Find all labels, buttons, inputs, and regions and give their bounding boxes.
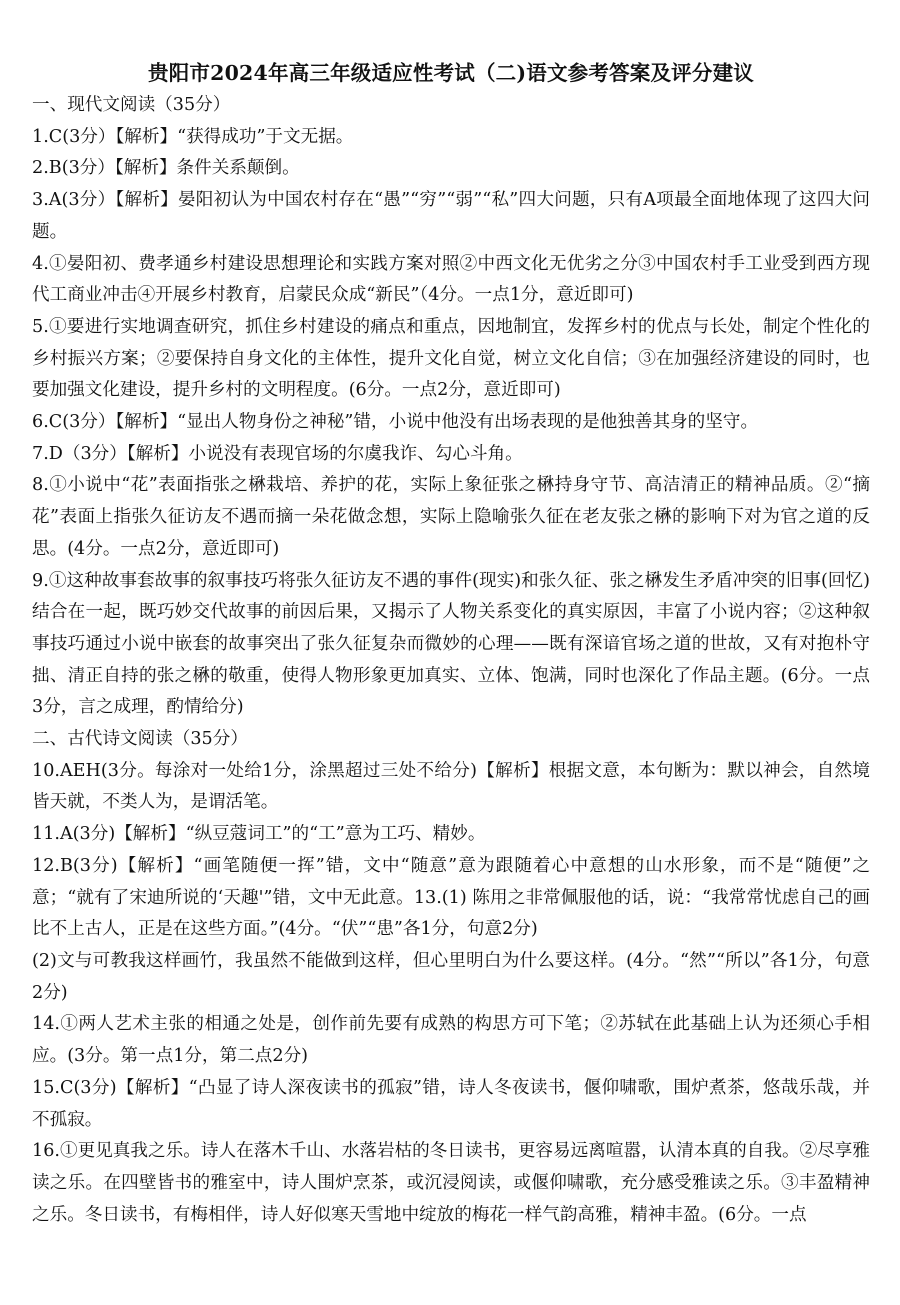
answer-item-9: 9.①这种故事套故事的叙事技巧将张久征访友不遇的事件(现实)和张久征、张之楙发生矛盾冲突的旧事(回忆)结合在一起，既巧妙交代故事的前因后果，又揭示了人物关系变化的真实原因，丰富了小说内容；②这种叙事技巧通过小说中嵌套的故事突出了张久征复杂而微妙的心理——既有深谙官场之道的世故，又有对抱朴守拙、清正自持的张之楙的敬重，使得人物形象更加真实、立体、饱满，同时也深化了作品主题。(6分。一点3分，言之成理，酌情给分): [32, 570, 870, 718]
answer-item-8: 8.①小说中“花”表面指张之楙栽培、养护的花，实际上象征张之楙持身守节、高洁清正的精神品质。②“摘花”表面上指张久征访友不遇而摘一朵花做念想，实际上隐喻张久征在老友张之楙的影响下对为官之道的反思。(4分。一点2分，意近即可): [32, 475, 870, 559]
answer-item-11: 11.A(3分)【解析】“纵豆蔻词工”的“工”意为工巧、精妙。: [32, 824, 486, 845]
answer-item-10: 10.AEH(3分。每涂对一处给1分，涂黑超过三处不给分)【解析】根据文意，本句断为：默以神会，自然境皆天就，不类人为，是谓活笔。: [32, 760, 870, 813]
answer-item-16: 16.①更见真我之乐。诗人在落木千山、水落岩枯的冬日读书，更容易远离喧嚣，认清本真的自我。②尽享雅读之乐。在四壁皆书的雅室中，诗人围炉烹茶，或沉浸阅读，或偃仰啸歌，充分感受雅读之乐。③丰盈精神之乐。冬日读书，有梅相伴，诗人好似寒天雪地中绽放的梅花一样气韵高雅，精神丰盈。(6分。一点: [32, 1141, 870, 1225]
answer-item-14: 14.①两人艺术主张的相通之处是，创作前先要有成熟的构思方可下笔；②苏轼在此基础上认为还须心手相应。(3分。第一点1分，第二点2分): [32, 1014, 870, 1067]
answer-item-12-13: 12.B(3分)【解析】“画笔随便一挥”错，文中“随意”意为跟随着心中意想的山水形象，而不是“随便”之意；“就有了宋迪所说的‘天趣'”错，文中无此意。13.(1) 陈用之非常佩服他的话，说：“我常常忧虑自己的画比不上古人，正是在这些方面。”(4分。“伏”“患”各1分，句意2分): [32, 855, 870, 940]
answer-item-3: 3.A(3分）【解析】晏阳初认为中国农村存在“愚”“穷”“弱”“私”四大问题，只有A项最全面地体现了这四大问题。: [32, 190, 870, 242]
answer-item-7: 7.D（3分）【解析】小说没有表现官场的尔虞我诈、勾心斗角。: [32, 443, 523, 464]
answer-item-1: 1.C(3分）【解析】“获得成功”于文无据。: [32, 126, 354, 147]
answer-item-2: 2.B(3分）【解析】条件关系颠倒。: [32, 158, 300, 179]
answer-item-13-2: (2)文与可教我这样画竹，我虽然不能做到这样，但心里明白为什么要这样。(4分。“然”“所以”各1分，句意2分): [32, 950, 870, 1003]
section-heading-modern-reading: 一、现代文阅读（35分）: [32, 95, 231, 115]
answer-item-4: 4.①晏阳初、费孝通乡村建设思想理论和实践方案对照②中西文化无优劣之分③中国农村手工业受到西方现代工商业冲击④开展乡村教育，启蒙民众成“新民”（4分。一点1分，意近即可): [32, 253, 870, 306]
section-heading-classical-reading: 二、古代诗文阅读（35分）: [32, 729, 248, 750]
document-title: 贵阳市2024年高三年级适应性考试（二)语文参考答案及评分建议: [148, 61, 754, 85]
answer-item-6: 6.C(3分）【解析】“显出人物身份之神秘”错，小说中他没有出场表现的是他独善其身的坚守。: [32, 412, 759, 433]
answer-item-15: 15.C(3分)【解析】“凸显了诗人深夜读书的孤寂”错，诗人冬夜读书，偃仰啸歌，围炉煮茶，悠哉乐哉，并不孤寂。: [32, 1077, 870, 1130]
answer-item-5: 5.①要进行实地调查研究，抓住乡村建设的痛点和重点，因地制宜，发挥乡村的优点与长处，制定个性化的乡村振兴方案；②要保持自身文化的主体性，提升文化自觉，树立文化自信；③在加强经济建设的同时，也要加强文化建设，提升乡村的文明程度。(6分。一点2分，意近即可): [32, 316, 870, 401]
